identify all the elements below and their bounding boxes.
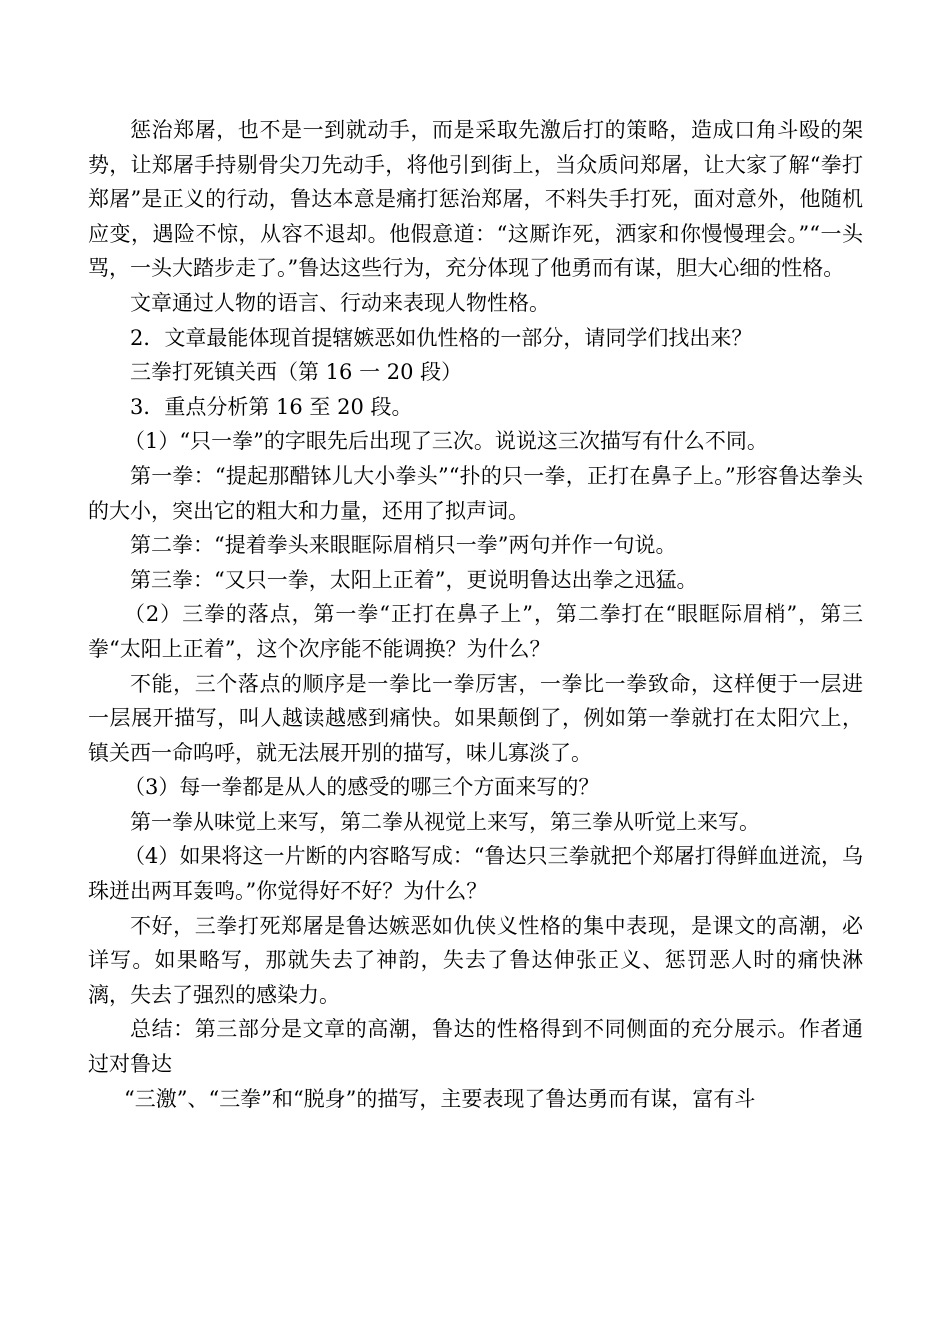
question-2: 2．文章最能体现首提辖嫉恶如仇性格的一部分，请同学们找出来？ (130, 325, 753, 350)
answer-senses: 第一拳从味觉上来写，第二拳从视觉上来写，第三拳从听觉上来写。 (130, 809, 760, 834)
paragraph-zhengtu-strategy: 惩治郑屠，也不是一到就动手，而是采取先激后打的策略，造成口角斗殴的架势，让郑屠手持剔骨尖刀先动手，将他引到街上，当众质问郑屠，让大家了解“拳打郑屠”是正义的行动，鲁达本意是痛打惩治郑屠，不料失手打死，面对意外，他随机应变，遇险不惊，从容不退却。他假意道：“这厮诈死，洒家和你慢慢理会。”“一头骂，一头大踏步走了。”鲁达这些行为，充分体现了他勇而有谋，胆大心细的性格。 (88, 118, 863, 281)
section-title-three-punches: 三拳打死镇关西（第 16 一 20 段） (130, 360, 463, 385)
summary-paragraph: 总结：第三部分是文章的高潮，鲁达的性格得到不同侧面的充分展示。作者通过对鲁达 (88, 1017, 863, 1077)
answer-second-punch: 第二拳：“提着拳头来眼眶际眉梢只一拳”两句并作一句说。 (130, 533, 677, 558)
answer-third-punch: 第三拳：“又只一拳，太阳上正着”，更说明鲁达出拳之迅猛。 (130, 567, 698, 592)
document-page (88, 113, 863, 1116)
answer-first-punch: 第一拳：“提起那醋钵儿大小拳头”“扑的只一拳，正打在鼻子上。”形容鲁达拳头的大小，突出它的粗大和力量，还用了拟声词。 (88, 463, 863, 523)
answer-order: 不能，三个落点的顺序是一拳比一拳厉害，一拳比一拳致命，这样便于一层进一层展开描写，叫人越读越感到痛快。如果颠倒了，例如第一拳就打在太阳穴上，镇关西一命呜呼，就无法展开别的描写，味儿寡淡了。 (88, 671, 863, 765)
question-3: 3．重点分析第 16 至 20 段。 (130, 394, 413, 419)
answer-detailed-writing: 不好，三拳打死郑屠是鲁达嫉恶如仇侠义性格的集中表现，是课文的高潮，必详写。如果略写，那就失去了神韵，失去了鲁达伸张正义、惩罚恶人时的痛快淋漓，失去了强烈的感染力。 (88, 913, 863, 1007)
sub-question-2: （2）三拳的落点，第一拳“正打在鼻子上”，第二拳打在“眼眶际眉梢”，第三拳“太阳上正着”，这个次序能不能调换？为什么？ (88, 602, 863, 661)
paragraph-language-action: 文章通过人物的语言、行动来表现人物性格。 (130, 290, 550, 315)
sub-question-1: （1）“只一拳”的字眼先后出现了三次。说说这三次描写有什么不同。 (124, 429, 768, 454)
sub-question-3: （3）每一拳都是从人的感受的哪三个方面来写的？ (124, 775, 600, 800)
summary-continuation: “三激”、“三拳”和“脱身”的描写，主要表现了鲁达勇而有谋，富有斗 (124, 1086, 756, 1111)
sub-question-4: （4）如果将这一片断的内容略写成：“鲁达只三拳就把个郑屠打得鲜血迸流，乌珠迸出两耳轰鸣。”你觉得好不好？为什么？ (88, 844, 863, 904)
